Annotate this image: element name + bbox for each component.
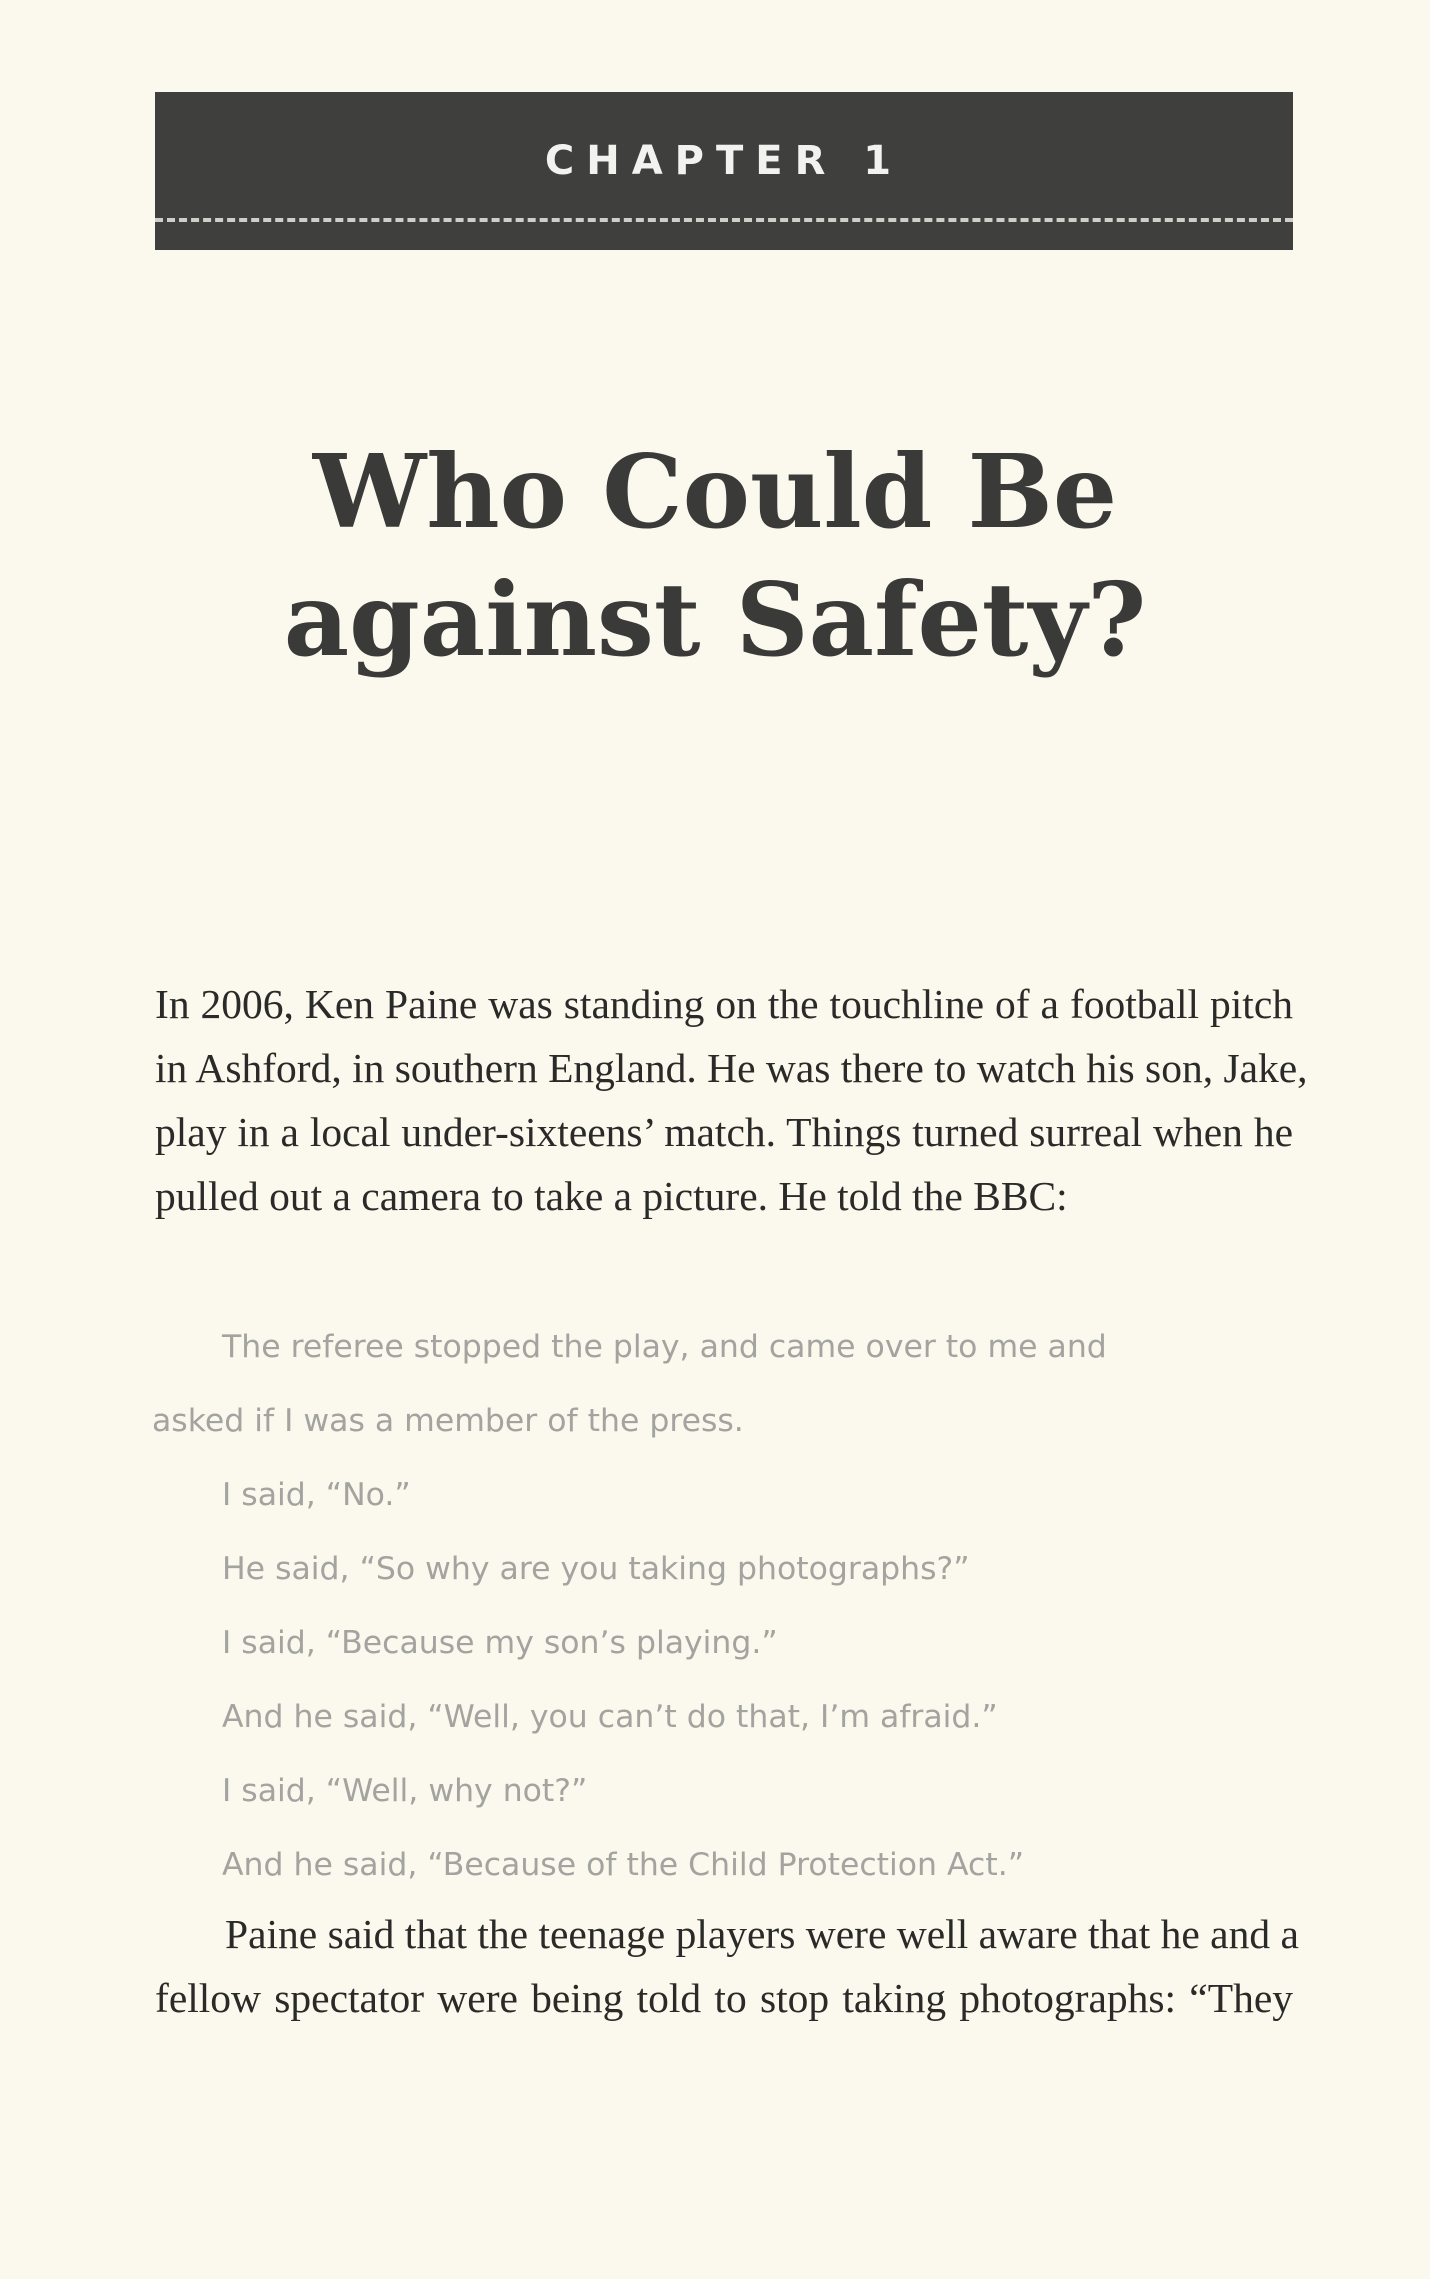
- intro-line-3: play in a local under-sixteens’ match. Things turned surreal when he: [155, 1109, 1293, 1155]
- intro-line-1: In 2006, Ken Paine was standing on the touchline of a football pitch: [155, 981, 1293, 1027]
- quote-line-7: I said, “Well, why not?”: [222, 1773, 588, 1809]
- intro-line-4: pulled out a camera to take a picture. He told the BBC:: [155, 1173, 1068, 1219]
- following-paragraph: [155, 1902, 1299, 2030]
- intro-line-2: in Ashford, in southern England. He was there to watch his son, Jake,: [155, 1045, 1308, 1091]
- intro-paragraph: [155, 972, 1308, 1228]
- chapter-title: [180, 428, 1250, 684]
- block-quote: [152, 1310, 1222, 1902]
- quote-line-3: I said, “No.”: [222, 1477, 411, 1513]
- quote-line-8: And he said, “Because of the Child Protection Act.”: [222, 1847, 1025, 1883]
- following-line-1: Paine said that the teenage players were well aware that he and a: [225, 1911, 1299, 1957]
- chapter-label: CHAPTER 1: [544, 138, 904, 184]
- quote-line-4: He said, “So why are you taking photographs?”: [222, 1551, 970, 1587]
- quote-line-6: And he said, “Well, you can’t do that, I’m afraid.”: [222, 1699, 998, 1735]
- quote-line-5: I said, “Because my son’s playing.”: [222, 1625, 778, 1661]
- following-line-2: fellow spectator were being told to stop taking photographs: “They: [155, 1975, 1293, 2021]
- chapter-banner: [155, 92, 1293, 250]
- quote-line-1: The referee stopped the play, and came over to me and: [222, 1329, 1107, 1365]
- quote-line-2: asked if I was a member of the press.: [152, 1403, 744, 1439]
- chapter-title-line-2: against Safety?: [283, 560, 1147, 679]
- chapter-dashed-rule: [155, 218, 1293, 222]
- chapter-title-line-1: Who Could Be: [312, 432, 1118, 551]
